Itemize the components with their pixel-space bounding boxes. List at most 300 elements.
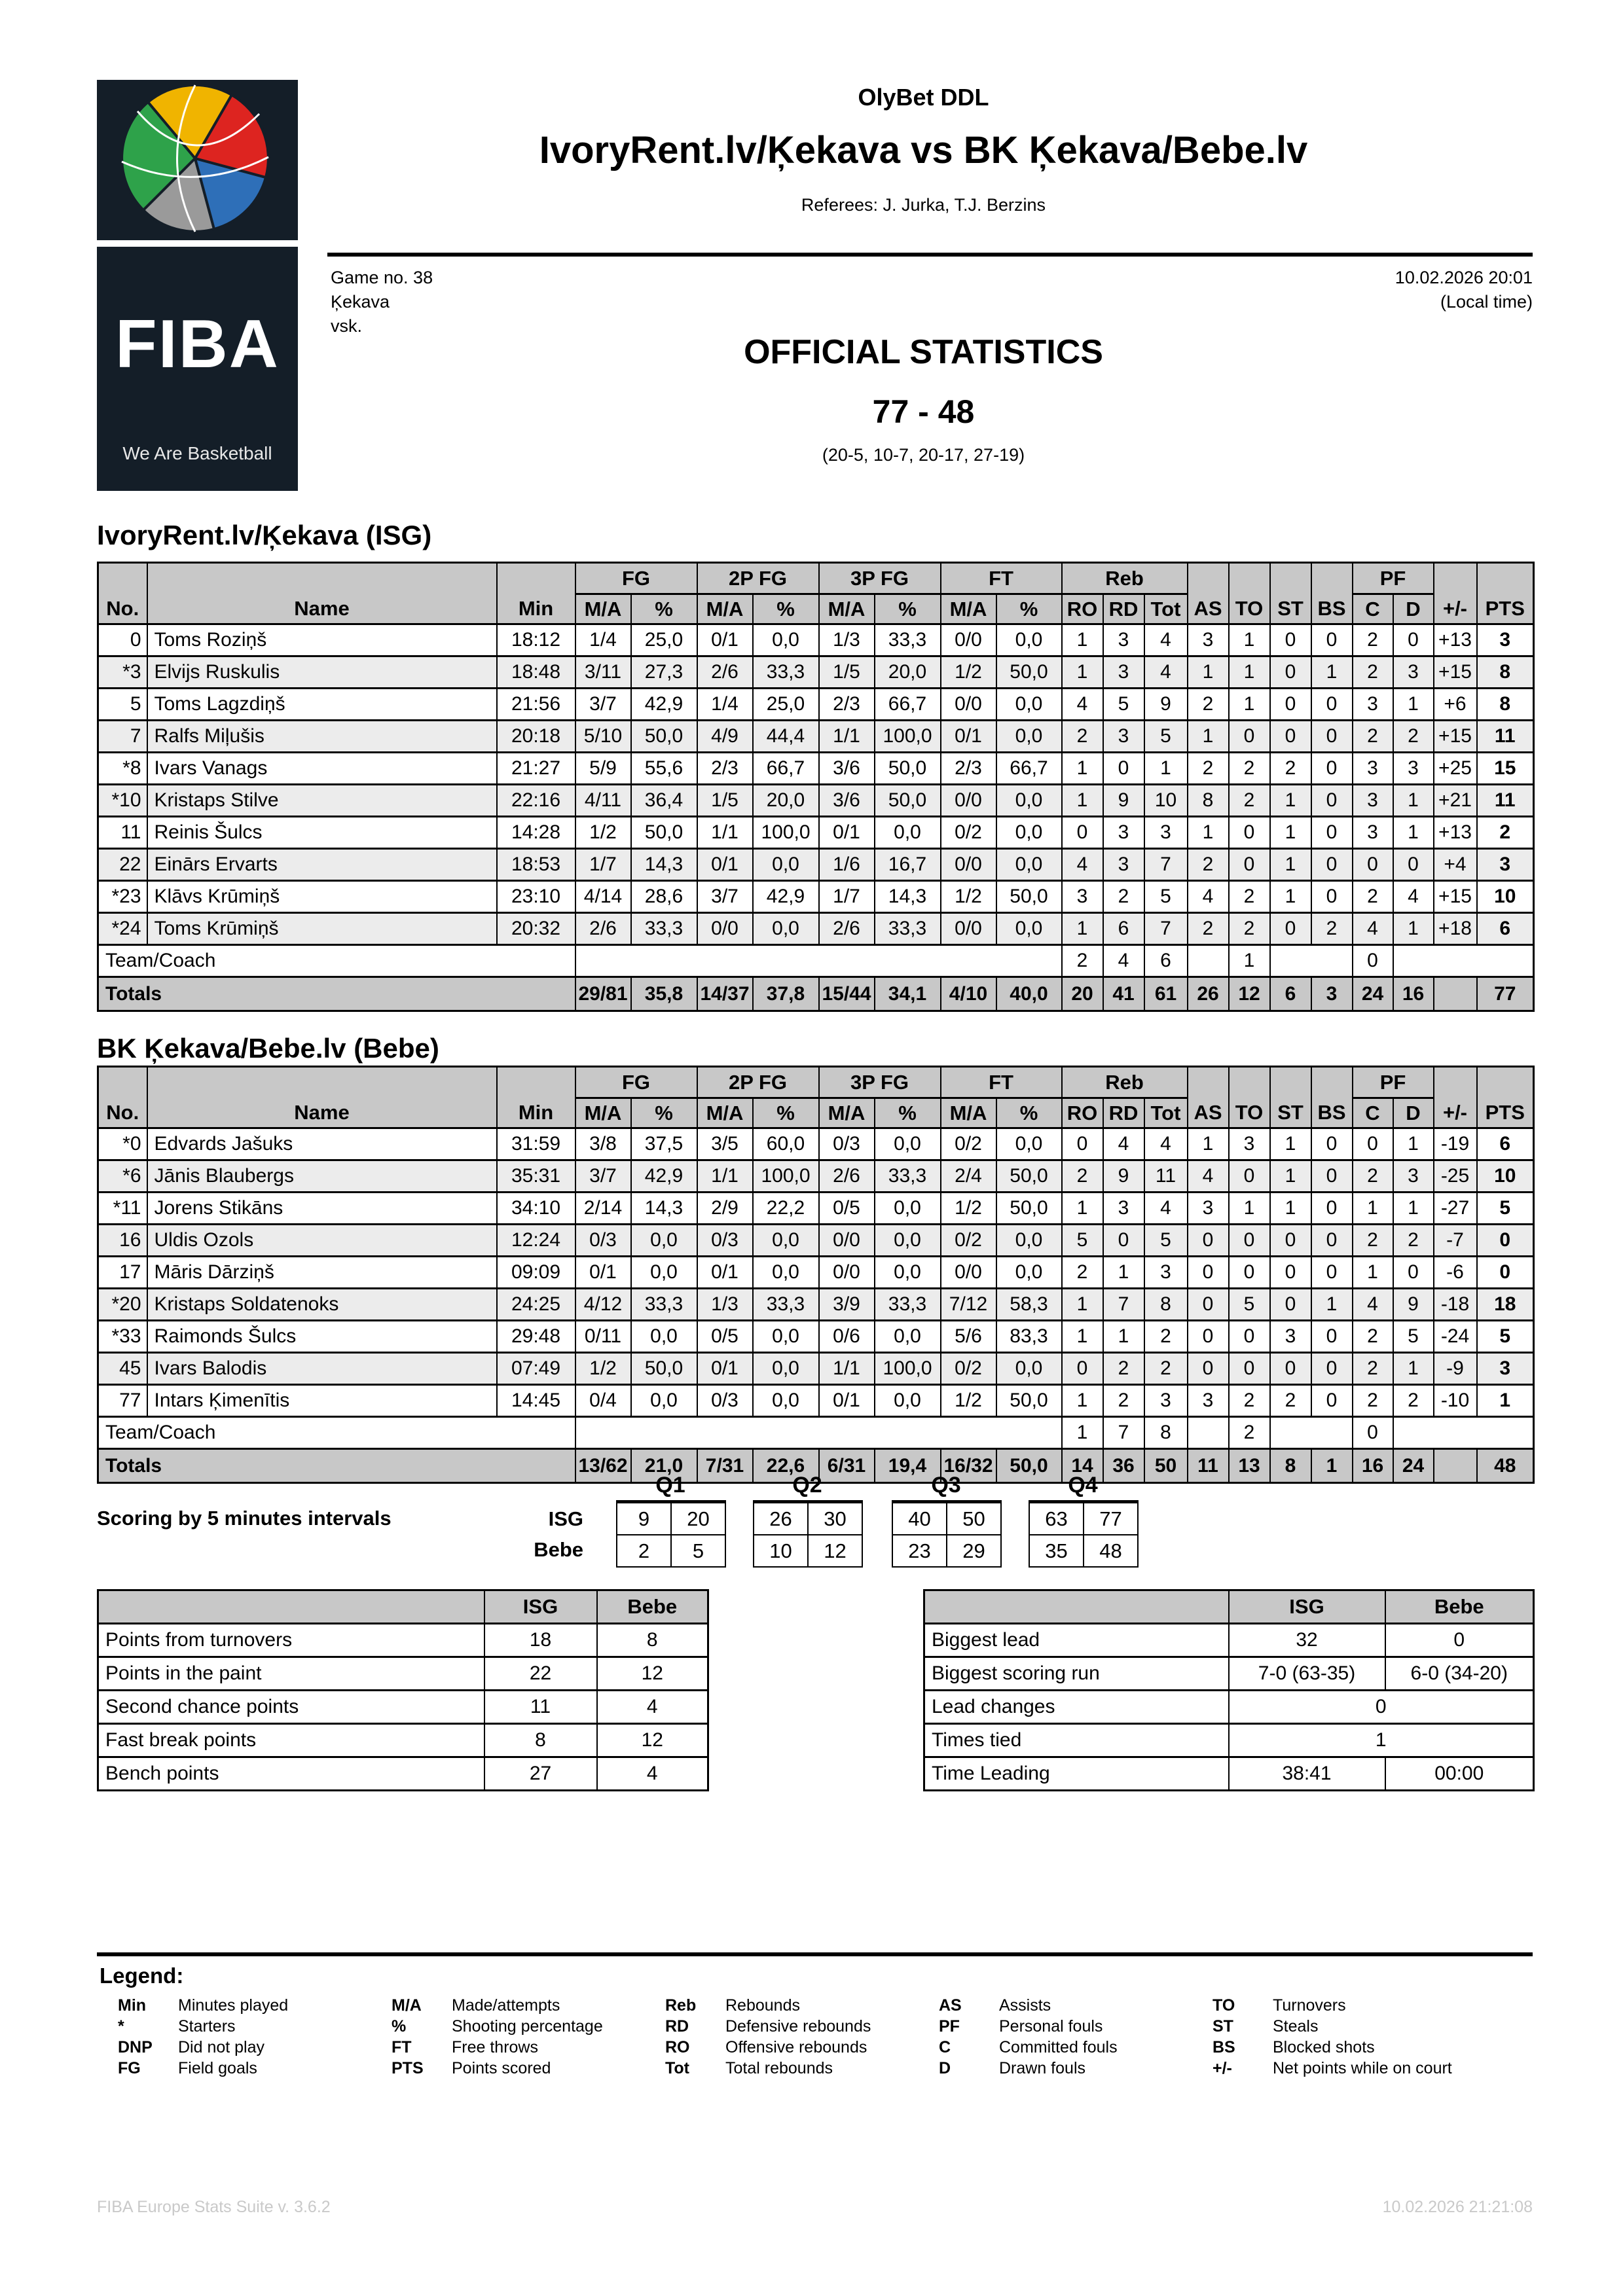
col-no: No. <box>98 563 147 624</box>
stat-cell: 2 <box>1144 1353 1188 1385</box>
stat-cell: 0/0 <box>941 785 996 817</box>
stat-cell: *33 <box>98 1321 147 1353</box>
value-bebe: 4 <box>597 1691 708 1724</box>
stat-cell: 41 <box>1103 977 1144 1011</box>
table-body <box>98 624 1534 1011</box>
legend-description: Made/attempts <box>452 1996 560 2015</box>
stat-cell: -10 <box>1434 1385 1477 1417</box>
legend-title: Legend: <box>100 1964 184 1988</box>
stat-cell: 0,0 <box>996 817 1062 849</box>
stat-cell: 34,1 <box>875 977 941 1011</box>
stat-cell: 0/0 <box>941 849 996 881</box>
stat-cell: 0 <box>1311 689 1353 721</box>
legend-abbreviation: TO <box>1213 1996 1235 2015</box>
quarter-score-row <box>617 1502 725 1535</box>
stat-cell: 0 <box>1270 913 1311 945</box>
stat-cell: 11 <box>1477 721 1534 753</box>
legend-abbreviation: Min <box>118 1996 147 2015</box>
stat-cell <box>1188 945 1229 977</box>
value-bebe: 6-0 (34-20) <box>1385 1657 1534 1691</box>
comparison-label: Bench points <box>98 1757 484 1791</box>
col-to: TO <box>1229 1067 1270 1128</box>
stat-cell: 09:09 <box>497 1257 575 1289</box>
stat-cell: 0 <box>1062 1353 1103 1385</box>
stat-cell: 11 <box>1144 1160 1188 1193</box>
stat-cell: 20 <box>1062 977 1103 1011</box>
stat-cell: 1/2 <box>941 881 996 913</box>
referees-line: Referees: J. Jurka, T.J. Berzins <box>801 195 1046 215</box>
stat-cell: 1 <box>1270 849 1311 881</box>
stat-cell: 1 <box>1270 881 1311 913</box>
scoring-intervals-label: Scoring by 5 minutes intervals <box>97 1507 392 1530</box>
stat-cell: 6 <box>1144 945 1188 977</box>
fiba-tagline: We Are Basketball <box>122 443 272 463</box>
group-pf: PF <box>1353 1067 1434 1098</box>
sub-header: Tot <box>1144 1098 1188 1128</box>
stat-cell: 1 <box>1062 656 1103 689</box>
stat-cell: 0 <box>1311 849 1353 881</box>
comparison-label: Fast break points <box>98 1724 484 1757</box>
fiba-wordmark <box>97 247 298 491</box>
stat-cell: 10 <box>1144 785 1188 817</box>
legend-description: Offensive rebounds <box>725 2038 867 2056</box>
legend-description: Defensive rebounds <box>725 2017 871 2036</box>
stat-cell: 7 <box>1144 913 1188 945</box>
stat-cell: 0 <box>1353 1417 1393 1449</box>
stat-cell: 1 <box>1393 817 1434 849</box>
col-min: Min <box>497 563 575 624</box>
sub-header: M/A <box>697 1098 753 1128</box>
sub-header: % <box>875 594 941 624</box>
stat-cell: 5/9 <box>575 753 631 785</box>
stat-cell: 0/1 <box>819 817 875 849</box>
stat-cell: 0/4 <box>575 1385 631 1417</box>
stat-cell: 2/3 <box>819 689 875 721</box>
stat-cell: 50,0 <box>631 1353 697 1385</box>
col-name: Name <box>147 1067 497 1128</box>
stat-cell: 2 <box>1188 753 1229 785</box>
stat-cell: 33,3 <box>753 1289 819 1321</box>
stat-cell: 0 <box>1229 1321 1270 1353</box>
stat-cell: 18:12 <box>497 624 575 656</box>
stat-cell: 0/0 <box>941 1257 996 1289</box>
score-at-quarter-end: 20 <box>671 1502 725 1535</box>
stat-cell: 12:24 <box>497 1225 575 1257</box>
quarter-label: Q3 <box>931 1473 961 1498</box>
col-name: Name <box>147 563 497 624</box>
stat-cell: 11 <box>1477 785 1534 817</box>
stat-cell <box>1270 945 1353 977</box>
stat-cell: 0,0 <box>996 849 1062 881</box>
stat-cell: 2 <box>1062 1257 1103 1289</box>
stat-cell: 3 <box>1144 817 1188 849</box>
stat-cell: 20,0 <box>875 656 941 689</box>
legend-abbreviation: RO <box>665 2038 690 2056</box>
stat-cell: 14/37 <box>697 977 753 1011</box>
stat-cell: 1/3 <box>819 624 875 656</box>
stat-cell: 3/5 <box>697 1128 753 1160</box>
stat-cell: 1 <box>1188 1128 1229 1160</box>
stat-cell: 1 <box>1229 1193 1270 1225</box>
stat-cell: 7/12 <box>941 1289 996 1321</box>
legend-description: Turnovers <box>1273 1996 1346 2015</box>
stat-cell: 0/0 <box>941 689 996 721</box>
stat-cell <box>575 945 1062 977</box>
stat-cell: 0 <box>1188 1257 1229 1289</box>
stat-cell: 1 <box>1229 624 1270 656</box>
player-row <box>98 1257 1534 1289</box>
stat-cell: 2 <box>1229 1417 1270 1449</box>
stat-cell: 0/2 <box>941 817 996 849</box>
player-name: Uldis Ozols <box>147 1225 497 1257</box>
stat-cell: 0 <box>1103 753 1144 785</box>
stat-cell: 0/0 <box>819 1257 875 1289</box>
legend-entry <box>939 1995 1209 2016</box>
stat-cell: 26 <box>1188 977 1229 1011</box>
quarter-score-grid <box>892 1500 1002 1568</box>
stat-cell: 0/3 <box>575 1225 631 1257</box>
stat-cell: 5 <box>1477 1321 1534 1353</box>
stat-cell: 0/0 <box>941 913 996 945</box>
stat-cell: 66,7 <box>996 753 1062 785</box>
stat-cell: 0 <box>1477 1225 1534 1257</box>
stat-cell: 2/6 <box>697 656 753 689</box>
quarter-score-box <box>616 1500 726 1568</box>
stat-cell: 0 <box>1353 1128 1393 1160</box>
player-name: Klāvs Krūmiņš <box>147 881 497 913</box>
stat-cell: *23 <box>98 881 147 913</box>
stat-cell: 2 <box>1353 1225 1393 1257</box>
stat-cell: 0 <box>1229 721 1270 753</box>
stat-cell: 2/14 <box>575 1193 631 1225</box>
stat-cell: 6 <box>1103 913 1144 945</box>
legend-abbreviation: DNP <box>118 2038 153 2056</box>
game-meta <box>331 266 433 338</box>
stat-cell: 50,0 <box>875 785 941 817</box>
stat-cell: 0,0 <box>875 1193 941 1225</box>
stat-cell: 1 <box>1270 785 1311 817</box>
stat-cell: 5 <box>1229 1289 1270 1321</box>
legend-entry <box>939 2058 1209 2079</box>
legend-abbreviation: C <box>939 2038 951 2056</box>
player-name: Kristaps Stilve <box>147 785 497 817</box>
team1-title: IvoryRent.lv/Ķekava (ISG) <box>97 520 432 550</box>
stat-cell: 2 <box>1393 721 1434 753</box>
quarter-score-grid <box>1029 1500 1139 1568</box>
legend-abbreviation: Tot <box>665 2059 690 2077</box>
stat-cell: 14,3 <box>631 849 697 881</box>
legend-entry <box>1213 2058 1482 2079</box>
stat-cell: 4 <box>1353 1289 1393 1321</box>
stat-cell: 0 <box>1311 1385 1353 1417</box>
player-name: Toms Roziņš <box>147 624 497 656</box>
legend-description: Minutes played <box>178 1996 289 2015</box>
stat-cell <box>1434 1449 1477 1483</box>
stat-cell: 2 <box>1353 1353 1393 1385</box>
sub-header: % <box>996 594 1062 624</box>
stat-cell: 2 <box>1103 1353 1144 1385</box>
stat-cell: 50,0 <box>631 721 697 753</box>
stat-cell: 20,0 <box>753 785 819 817</box>
stat-cell: 2 <box>1229 913 1270 945</box>
group-reb: Reb <box>1062 1067 1188 1098</box>
stat-cell: 2 <box>1062 721 1103 753</box>
stat-cell: 0 <box>1270 721 1311 753</box>
stat-cell: 3/11 <box>575 656 631 689</box>
legend-entry <box>392 2037 661 2058</box>
stat-cell: 4 <box>1144 1193 1188 1225</box>
score-at-5min: 63 <box>1029 1502 1084 1535</box>
team1-stats-table <box>97 562 1535 1012</box>
stat-cell: 40,0 <box>996 977 1062 1011</box>
sub-header: % <box>753 594 819 624</box>
comparison-label: Time Leading <box>924 1757 1229 1791</box>
stat-cell: 19,4 <box>875 1449 941 1483</box>
stat-cell: 0 <box>1477 1257 1534 1289</box>
stat-cell: 4 <box>1144 624 1188 656</box>
stat-cell: 7 <box>1144 849 1188 881</box>
sub-header: M/A <box>941 594 996 624</box>
legend-description: Committed fouls <box>999 2038 1118 2056</box>
sub-header: M/A <box>575 594 631 624</box>
score-at-quarter-end: 12 <box>808 1535 862 1567</box>
totals-label: Totals <box>98 977 575 1011</box>
legend-description: Points scored <box>452 2059 551 2077</box>
stat-cell: 13/62 <box>575 1449 631 1483</box>
venue-line-2: vsk. <box>331 316 363 336</box>
stat-cell: 5 <box>1144 1225 1188 1257</box>
stat-cell: 50,0 <box>996 1160 1062 1193</box>
group-3pfg: 3P FG <box>819 563 941 594</box>
stat-cell: 3 <box>1353 817 1393 849</box>
comparison-row <box>98 1724 708 1757</box>
stat-cell: 0 <box>1311 1353 1353 1385</box>
stat-cell: 1/6 <box>819 849 875 881</box>
legend-entry <box>665 2037 935 2058</box>
stat-cell: 18:48 <box>497 656 575 689</box>
stat-cell: 2 <box>1477 817 1534 849</box>
legend-entry <box>665 2016 935 2037</box>
player-row <box>98 1193 1534 1225</box>
stat-cell: 1 <box>1311 1289 1353 1321</box>
legend-description: Shooting percentage <box>452 2017 603 2036</box>
stat-cell: 3 <box>1353 785 1393 817</box>
stat-cell: 3 <box>1144 1257 1188 1289</box>
col-pts: PTS <box>1477 1067 1534 1128</box>
stat-cell: 2 <box>1188 849 1229 881</box>
stat-cell: 18:53 <box>497 849 575 881</box>
legend-abbreviation: AS <box>939 1996 962 2015</box>
stat-cell: 0/1 <box>819 1385 875 1417</box>
stat-cell: 3 <box>1103 721 1144 753</box>
stat-cell: 16 <box>1353 1449 1393 1483</box>
comparison-label: Times tied <box>924 1724 1229 1757</box>
comparison-row <box>924 1724 1534 1757</box>
player-row <box>98 753 1534 785</box>
stat-cell: 8 <box>1144 1289 1188 1321</box>
header-divider <box>327 253 1533 257</box>
stat-cell: 2 <box>1229 881 1270 913</box>
comparison-row <box>98 1757 708 1791</box>
legend-entry <box>1213 2037 1482 2058</box>
stat-cell: 2/9 <box>697 1193 753 1225</box>
stat-cell: 1 <box>1229 656 1270 689</box>
stat-cell: 1/1 <box>697 1160 753 1193</box>
sub-header: % <box>631 594 697 624</box>
stat-cell: 0 <box>1311 624 1353 656</box>
stat-cell: 3 <box>1188 1385 1229 1417</box>
player-row <box>98 1160 1534 1193</box>
stat-cell: 3 <box>1477 624 1534 656</box>
stat-cell: 3/7 <box>575 689 631 721</box>
sub-header: M/A <box>819 1098 875 1128</box>
col-min: Min <box>497 1067 575 1128</box>
comparison-label: Points in the paint <box>98 1657 484 1691</box>
comparison-header-row <box>98 1590 708 1624</box>
stat-cell: *6 <box>98 1160 147 1193</box>
sub-header: % <box>875 1098 941 1128</box>
stat-cell: +15 <box>1434 881 1477 913</box>
stat-cell: 3/9 <box>819 1289 875 1321</box>
stat-cell: 61 <box>1144 977 1188 1011</box>
stat-cell: 1/2 <box>941 656 996 689</box>
stat-cell: 0,0 <box>875 1128 941 1160</box>
stat-cell: 0,0 <box>875 1225 941 1257</box>
legend-abbreviation: RD <box>665 2017 689 2036</box>
legend-entry <box>939 2016 1209 2037</box>
stat-cell: 50,0 <box>996 881 1062 913</box>
stat-cell: 0 <box>1311 753 1353 785</box>
stat-cell: 1 <box>1062 1385 1103 1417</box>
stat-cell: 3/6 <box>819 753 875 785</box>
stat-cell: 100,0 <box>875 721 941 753</box>
stat-cell: 4 <box>1144 1128 1188 1160</box>
stat-cell: -7 <box>1434 1225 1477 1257</box>
stat-cell: 0 <box>1188 1353 1229 1385</box>
stat-cell: 2 <box>1353 1385 1393 1417</box>
legend-abbreviation: PF <box>939 2017 960 2036</box>
stat-cell: 3 <box>1188 1193 1229 1225</box>
stat-cell: 0 <box>1393 1257 1434 1289</box>
stat-cell: 0/1 <box>575 1257 631 1289</box>
stat-cell: 0/2 <box>941 1353 996 1385</box>
stat-cell: 16 <box>1393 977 1434 1011</box>
quarter-label: Q2 <box>792 1473 822 1498</box>
sub-header: RD <box>1103 594 1144 624</box>
stat-cell: 2/6 <box>575 913 631 945</box>
team2-title: BK Ķekava/Bebe.lv (Bebe) <box>97 1033 439 1064</box>
stat-cell: 3 <box>1393 656 1434 689</box>
stat-cell: 2 <box>1188 913 1229 945</box>
stat-cell: 0 <box>1270 656 1311 689</box>
local-time-note: (Local time) <box>1440 292 1533 312</box>
value-bebe: 12 <box>597 1724 708 1757</box>
stat-cell: 0/2 <box>941 1128 996 1160</box>
stat-cell: 3 <box>1393 753 1434 785</box>
stat-cell: 0,0 <box>996 721 1062 753</box>
value-isg: 7-0 (63-35) <box>1229 1657 1385 1691</box>
player-name: Ivars Balodis <box>147 1353 497 1385</box>
stat-cell: 4/9 <box>697 721 753 753</box>
stat-cell <box>1393 945 1534 977</box>
player-row <box>98 785 1534 817</box>
stat-cell: 2 <box>1062 945 1103 977</box>
stat-cell: 5 <box>1144 881 1188 913</box>
stat-cell: 2 <box>1311 913 1353 945</box>
game-number: Game no. 38 <box>331 268 433 287</box>
stat-cell: 9 <box>1103 785 1144 817</box>
stat-cell: 3/7 <box>575 1160 631 1193</box>
stat-cell: 0 <box>1270 1257 1311 1289</box>
comparison-row <box>924 1624 1534 1657</box>
player-name: Reinis Šulcs <box>147 817 497 849</box>
stat-cell: 60,0 <box>753 1128 819 1160</box>
stat-cell: 77 <box>1477 977 1534 1011</box>
table-header <box>98 1067 1534 1128</box>
sub-header: % <box>631 1098 697 1128</box>
player-row <box>98 624 1534 656</box>
stat-cell: 9 <box>1393 1289 1434 1321</box>
stat-cell: 22,6 <box>753 1449 819 1483</box>
fiba-brand-text: FIBA <box>115 306 280 382</box>
stat-cell: 0 <box>1311 881 1353 913</box>
stat-cell: 0/1 <box>697 849 753 881</box>
totals-row <box>98 977 1534 1011</box>
score-at-5min: 2 <box>617 1535 671 1567</box>
stat-cell: 2/6 <box>819 913 875 945</box>
score-at-5min: 35 <box>1029 1535 1084 1567</box>
stat-cell: +25 <box>1434 753 1477 785</box>
stat-cell: 50,0 <box>996 1449 1062 1483</box>
stat-cell: +6 <box>1434 689 1477 721</box>
stat-cell: 1 <box>1188 817 1229 849</box>
stat-cell: 50,0 <box>631 817 697 849</box>
stat-cell: 1 <box>1393 785 1434 817</box>
stat-cell: 1 <box>1393 913 1434 945</box>
sub-header: Tot <box>1144 594 1188 624</box>
value-bebe: 4 <box>597 1757 708 1791</box>
stat-cell: 33,3 <box>631 913 697 945</box>
footer-print-timestamp: 10.02.2026 21:21:08 <box>1382 2198 1533 2216</box>
stat-cell: 31:59 <box>497 1128 575 1160</box>
legend-description: Starters <box>178 2017 236 2036</box>
stat-cell: 11 <box>1188 1449 1229 1483</box>
player-row <box>98 881 1534 913</box>
stat-cell: 5 <box>1062 1225 1103 1257</box>
quarter-score-row <box>1029 1535 1138 1567</box>
stat-cell: 1 <box>1393 1353 1434 1385</box>
quarter-label: Q1 <box>655 1473 685 1498</box>
stat-cell: 21:27 <box>497 753 575 785</box>
stat-cell: 0,0 <box>996 624 1062 656</box>
stat-cell: 36,4 <box>631 785 697 817</box>
match-title: IvoryRent.lv/Ķekava vs BK Ķekava/Bebe.lv <box>539 129 1308 171</box>
quarter-score-box <box>1029 1500 1139 1568</box>
stat-cell: 0,0 <box>996 1128 1062 1160</box>
quarter-label: Q4 <box>1068 1473 1098 1498</box>
stat-cell: 0 <box>1270 1225 1311 1257</box>
stat-cell: 14 <box>1062 1449 1103 1483</box>
stat-cell: 66,7 <box>753 753 819 785</box>
stat-cell: 1/2 <box>575 817 631 849</box>
stat-cell: 1/3 <box>697 1289 753 1321</box>
stat-cell: 0 <box>1311 1225 1353 1257</box>
legend-abbreviation: FG <box>118 2059 141 2077</box>
value-isg: 22 <box>484 1657 597 1691</box>
team-coach-row <box>98 945 1534 977</box>
quarter-score-grid <box>616 1500 726 1568</box>
stat-cell: 0 <box>1229 849 1270 881</box>
